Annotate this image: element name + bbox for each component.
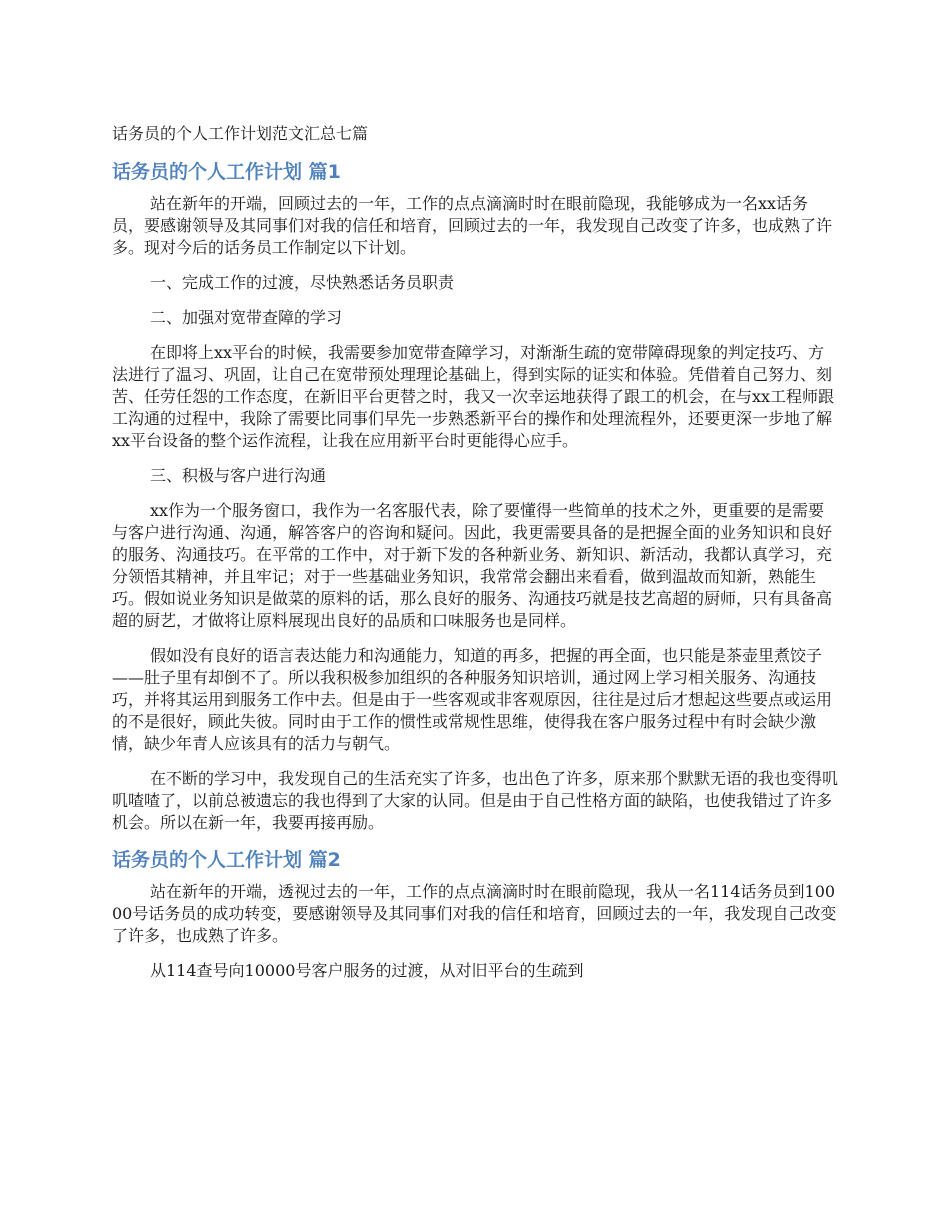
paragraph: xx作为一个服务窗口，我作为一名客服代表，除了要懂得一些简单的技术之外，更重要的是需要与客户进行沟通、沟通，解答客户的咨询和疑问。因此，我更需要具备的是把握全面的业务知识和良好的服务、沟通技巧。在平常的工作中，对于新下发的各种新业务、新知识、新活动，我都认真学习，充分领悟其精神，并且牢记；对于一些基础业务知识，我常常会翻出来看看，做到温故而知新，熟能生巧。假如说业务知识是做菜的原料的话，那么良好的服务、沟通技巧就是技艺高超的厨师，只有具备高超的厨艺，才做将让原料展现出良好的品质和口味服务也是同样。 [112, 501, 833, 630]
paragraph: 假如没有良好的语言表达能力和沟通能力，知道的再多，把握的再全面，也只能是茶壶里煮饺子——肚子里有却倒不了。所以我积极参加组织的各种服务知识培训，通过网上学习相关服务、沟通技巧，并将其运用到服务工作中去。但是由于一些客观或非客观原因，往往是过后才想起这些要点或运用的不是很好，顾此失彼。同时由于工作的惯性或常规性思维，使得我在客户服务过程中有时会缺少激情，缺少年青人应该具有的活力与朝气。 [112, 646, 833, 753]
paragraph: 在即将上xx平台的时候，我需要参加宽带查障学习，对渐渐生疏的宽带障碍现象的判定技巧、方法进行了温习、巩固，让自己在宽带预处理理论基础上，得到实际的证实和体验。凭借着自己努力、刻苦、任劳任怨的工作态度，在新旧平台更替之时，我又一次幸运地获得了跟工的机会，在与xx工程师跟工沟通的过程中，我除了需要比同事们早先一步熟悉新平台的操作和处理流程外，还要更深一步地了解xx平台设备的整个运作流程，让我在应用新平台时更能得心应手。 [112, 343, 835, 450]
paragraph: 站在新年的开端，回顾过去的一年，工作的点点滴滴时时在眼前隐现，我能够成为一名xx话务员，要感谢领导及其同事们对我的信任和培育，回顾过去的一年，我发现自己改变了许多，也成熟了许多。现对今后的话务员工作制定以下计划。 [112, 194, 833, 257]
list-heading-item: 二、加强对宽带查障的学习 [150, 308, 343, 327]
document-title: 话务员的个人工作计划范文汇总七篇 [112, 124, 369, 143]
paragraph: 从114查号向10000号客户服务的过渡，从对旧平台的生疏到 [150, 961, 584, 980]
section-heading-1: 话务员的个人工作计划 篇1 [112, 161, 341, 183]
section-heading-2: 话务员的个人工作计划 篇2 [112, 849, 341, 871]
list-heading-item: 三、积极与客户进行沟通 [150, 466, 327, 485]
paragraph: 站在新年的开端，透视过去的一年，工作的点点滴滴时时在眼前隐现，我从一名114话务员到10000号话务员的成功转变，要感谢领导及其同事们对我的信任和培育，回顾过去的一年，我发现自己改变了许多，也成熟了许多。 [112, 882, 837, 945]
paragraph: 在不断的学习中，我发现自己的生活充实了许多，也出色了许多，原来那个默默无语的我也变得叽叽喳喳了，以前总被遗忘的我也得到了大家的认同。但是由于自己性格方面的缺陷，也使我错过了许多机会。所以在新一年，我要再接再励。 [112, 769, 839, 832]
list-heading-item: 一、完成工作的过渡，尽快熟悉话务员职责 [150, 273, 455, 292]
